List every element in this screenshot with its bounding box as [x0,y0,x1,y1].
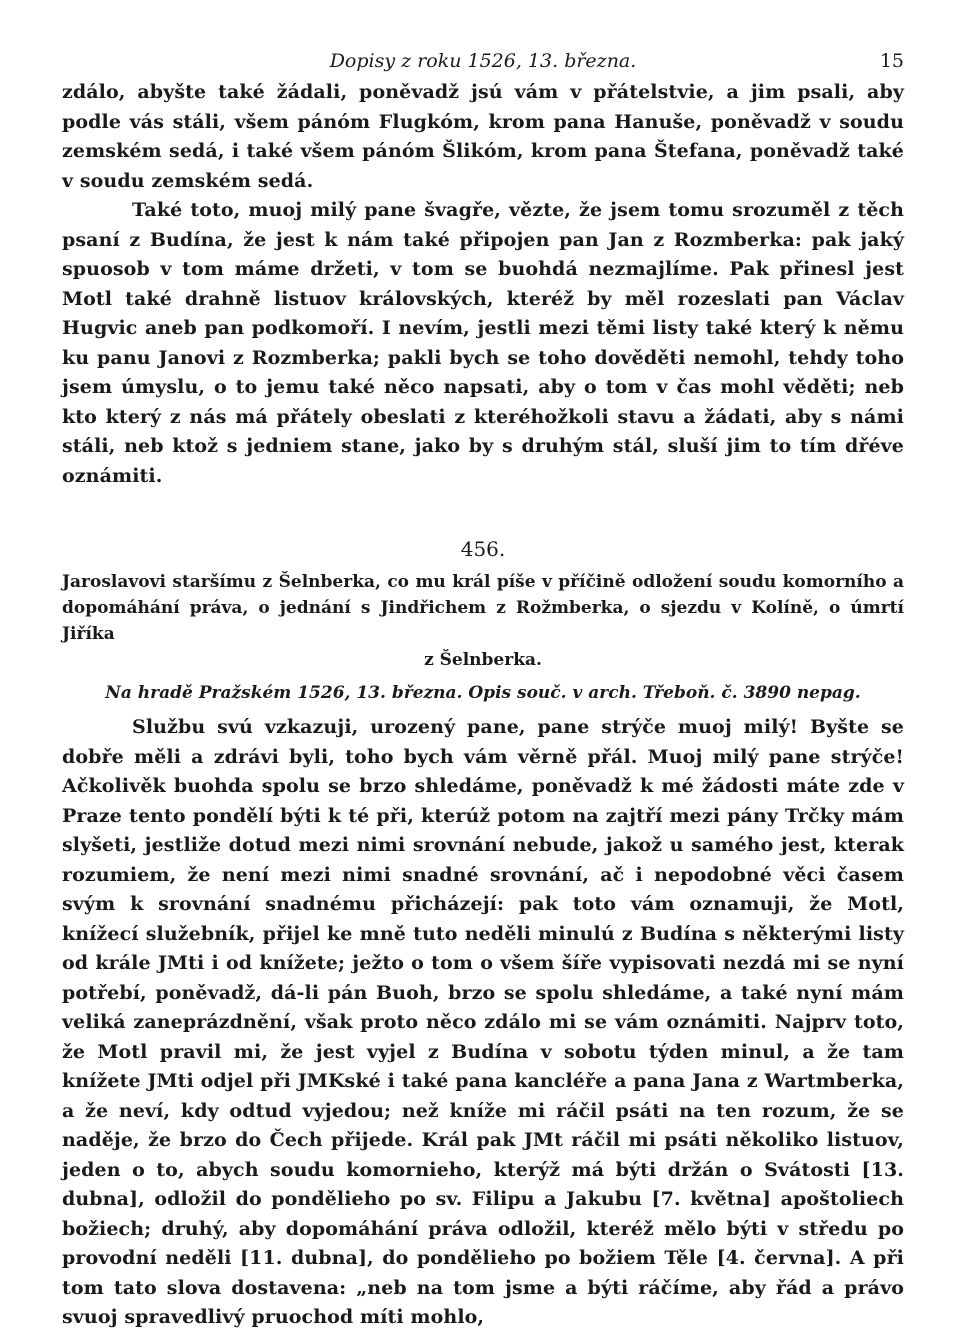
letter-body: Službu svú vzkazuji, urozený pane, pane strýče muoj milý! Byšte se dobře měli a zdrávi byli, toho bych vám věrně přál. Muoj milý pane strýče! Ačkolivěk buohda spolu se brzo shledáme, poněvadž k mé žádosti máte zde v Praze tento pondělí býti k té při, kterúž potom na zajtří mezi pány Trčky mám slyšeti, jestliže dotud mezi nimi srovnání nebude, jakož u samého jest, kterak rozumiem, že není mezi nimi snadné srovnání, ač i nepodobné věci časem svým k srovnání snadnému přicházejí: pak toto vám oznamuji, že Motl, knížecí služebník, přijel ke mně tuto neděli minulú z Budína s některými listy od krále JMti i od knížete; ježto o tom o všem šíře vypisovati nezdá mi se nyní potřebí, poněvadž, dá-li pán Buoh, brzo se spolu shledáme, a také nyní mám veliká zaneprázdnění, však proto něco zdálo mi se vám oznámiti. Najprv toto, že Motl pravil mi, že jest vyjel z Budína v sobotu týden minul, a že tam knížete JMti odjel při JMKské i také pana kancléře a pana Jana z Wartmberka, a že neví, kdy odtud vyjedou; než kníže mi ráčil psáti na ten rozum, že se naděje, že brzo do Čech přijede. Král pak JMt ráčil mi psáti několiko listuov, jeden o to, abych soudu komornieho, kterýž má býti držán o Svátosti [13. dubna], odložil do pondělieho po sv. Filipu a Jakubu [7. května] apoštoliech božiech; druhý, aby dopomáhání práva odložil, kteréž mělo býti v středu po provodní neděli [11. dubna], do pondělieho po božiem Těle [4. června]. A při tom tato slova dostavena: „neb na tom jsme a býti ráčíme, aby řád a právo svuoj spravedlivý pruochod míti mohlo, [62,716,904,1328]
letter-summary-last-line: z Šelnberka. [424,650,542,670]
running-title: Dopisy z roku 1526, 13. března. [329,50,637,72]
document-page [62,44,904,1333]
letter-summary: Jaroslavovi staršímu z Šelnberka, co mu král píše v příčině odložení soudu komorního a dopomáhání práva, o jednání s Jindřichem z Rožmberka, o sjezdu v Kolíně, o úmrtí Jiříka [62,572,904,644]
page-number: 15 [879,50,904,72]
letter-number: 456. [460,537,506,561]
running-head [62,44,904,78]
continuation-paragraph: Také toto, muoj milý pane švagře, vězte, že jsem tomu srozuměl z těch psaní z Budína, že jest k nám také připojen pan Jan z Rozmberka: pak jaký spuosob v tom máme držeti, v tom se buohdá nezmajlíme. Pak přinesl jest Motl také drahně listuov královských, kteréž by měl rozeslati pan Václav Hugvic aneb pan podkomoří. I nevím, jestli mezi těmi listy také který k němu ku panu Janovi z Rozmberka; pakli bych se toho dověděti nemohl, tehdy toho jsem úmyslu, o to jemu také něco napsati, aby o tom v čas mohl věděti; neb kto který z nás má přátely obeslati z kteréhožkoli stavu a žádati, aby s námi stáli, neb ktož s jedniem stane, jako by s druhým stál, sluší jim to tím dřéve oznámiti. [62,199,904,487]
continuation-paragraph: zdálo, abyšte také žádali, poněvadž jsú vám v přátelstvie, a jim psali, aby podle vás stáli, všem pánóm Flugkóm, krom pana Hanuše, poněvadž v soudu zemském sedá, i také všem pánóm Šlikóm, krom pana Štefana, poněvadž také v soudu zemském sedá. [62,81,904,192]
letter-source: Na hradě Pražském 1526, 13. března. Opis souč. v arch. Třeboň. č. 3890 nepag. [105,683,861,703]
